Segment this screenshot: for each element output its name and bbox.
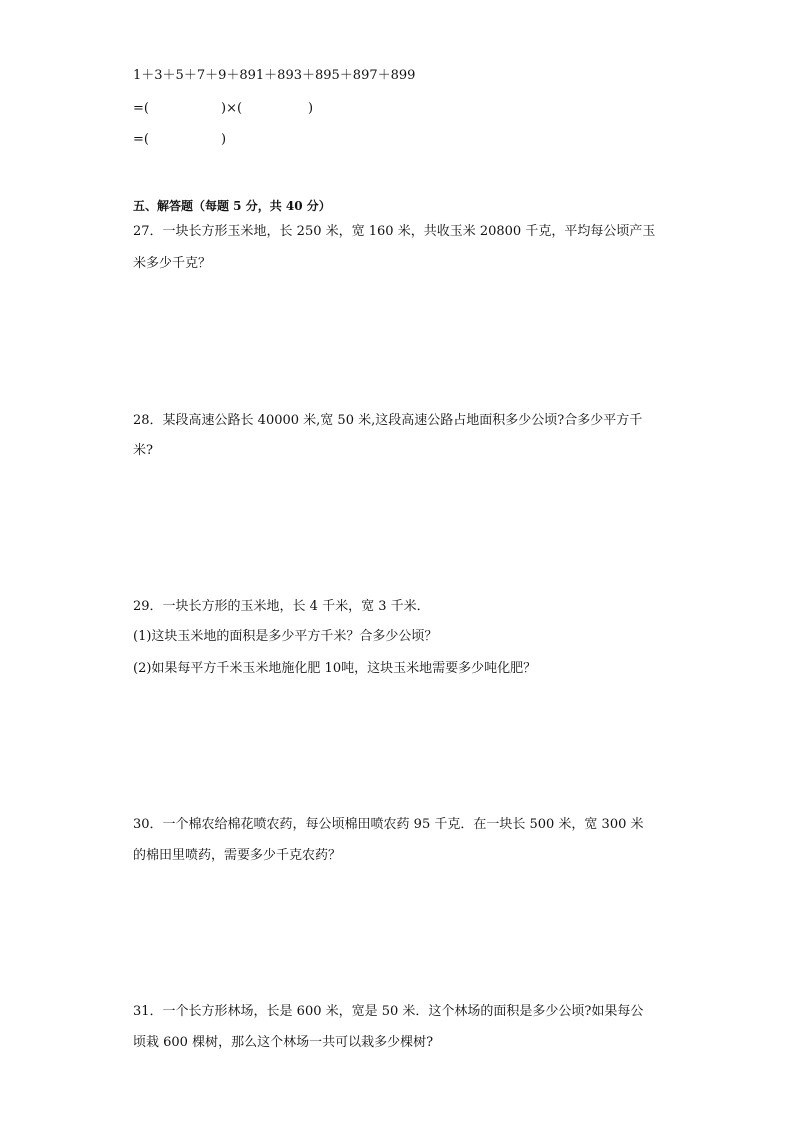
question-line: 31．一个长方形林场，长是 600 米，宽是 50 米．这个林场的面积是多少公顷?如果每公 bbox=[133, 1004, 644, 1019]
question-line: 28．某段高速公路长 40000 米,宽 50 米,这段高速公路占地面积多少公顷?合多少平方千 bbox=[133, 413, 643, 428]
question-line: 顷栽 600 棵树，那么这个林场一共可以栽多少棵树? bbox=[133, 1035, 434, 1050]
question-line: 米? bbox=[133, 443, 153, 458]
question-line: (1)这块玉米地的面积是多少平方千米？合多少公顷？ bbox=[133, 629, 438, 644]
calc-expression: 1＋3＋5＋7＋9＋891＋893＋895＋897＋899 bbox=[133, 68, 416, 83]
calc-step-2-open: =( bbox=[133, 132, 149, 147]
calc-step-1 bbox=[133, 101, 333, 117]
question-line: 29．一块长方形的玉米地，长 4 千米，宽 3 千米． bbox=[133, 599, 430, 614]
calc-step-1-open: =( bbox=[133, 101, 149, 116]
calc-step-2-close: ) bbox=[221, 132, 227, 147]
section-title: 五、解答题（每题 5 分，共 40 分） bbox=[133, 199, 331, 213]
calc-step-2 bbox=[133, 132, 253, 148]
question-line: 的棉田里喷药，需要多少千克农药？ bbox=[133, 848, 342, 863]
question-line: 30．一个棉农给棉花喷农药，每公顷棉田喷农药 95 千克．在一块长 500 米，宽 300 米 bbox=[133, 817, 644, 832]
calc-step-1-close: ) bbox=[308, 101, 314, 116]
calc-step-1-mid: )×( bbox=[221, 101, 243, 116]
question-line: (2)如果每平方千米玉米地施化肥 10吨，这块玉米地需要多少吨化肥？ bbox=[133, 661, 537, 676]
question-line: 米多少千克？ bbox=[133, 256, 212, 271]
question-line: 27．一块长方形玉米地，长 250 米，宽 160 米，共收玉米 20800 千克，平均每公顷产玉 bbox=[133, 224, 656, 239]
